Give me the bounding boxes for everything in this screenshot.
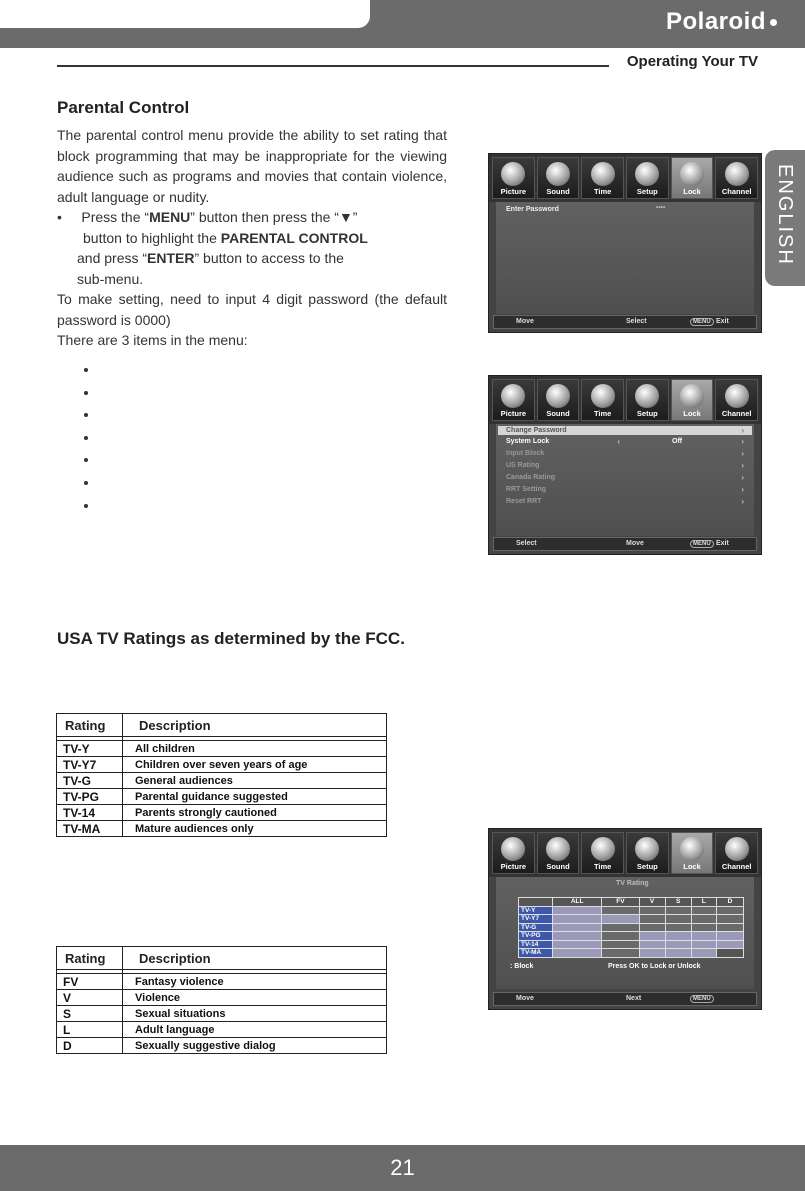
items-paragraph: There are 3 items in the menu: — [57, 332, 248, 348]
channel-tab-icon: Channel — [715, 832, 758, 874]
password-dashes: ---- — [656, 204, 666, 211]
setup-tab-icon: Setup — [626, 157, 669, 199]
intro-paragraph: The parental control menu provide the ability to set rating that block programming that may be inappropriate for the viewing audience such as programs and movies that contain violence, adult language or nudity. — [57, 127, 447, 205]
table-row: TV-MA Mature audiences only — [57, 820, 386, 836]
sound-tab-icon: Sound — [537, 379, 580, 421]
bullet-dot — [84, 481, 88, 485]
page-heading: Parental Control — [57, 98, 190, 117]
ratings-heading: USA TV Ratings as determined by the FCC. — [57, 629, 405, 648]
header-bar — [0, 0, 805, 48]
table-row: TV-Y All children — [57, 740, 386, 756]
system-lock-value: Off — [672, 438, 683, 445]
table-header: Rating Description — [57, 947, 386, 970]
time-tab-icon: Time — [581, 157, 624, 199]
section-title: Operating Your TV — [626, 53, 758, 70]
menu-item: US Rating — [506, 462, 540, 469]
tv-screen-lock-menu — [488, 375, 762, 555]
table-row: L Adult language — [57, 1021, 386, 1037]
table-row: V Violence — [57, 989, 386, 1005]
tv-content — [496, 877, 754, 989]
tv-menu-tabs — [489, 376, 761, 424]
time-tab-icon: Time — [581, 832, 624, 874]
bullet-dot — [84, 391, 88, 395]
page-number: 21 — [390, 1155, 415, 1180]
block-legend: : Block — [510, 963, 534, 970]
bullet-dot — [84, 504, 88, 508]
tv-menu-tabs — [489, 154, 761, 202]
picture-tab-icon: Picture — [492, 379, 535, 421]
picture-tab-icon: Picture — [492, 157, 535, 199]
table-row: TV-PG Parental guidance suggested — [57, 788, 386, 804]
language-tab: ENGLISH — [765, 150, 805, 286]
tv-screen-password — [488, 153, 762, 333]
menu-item: RRT Setting — [506, 486, 547, 493]
body-text — [57, 125, 447, 351]
empty-bullet-list — [84, 368, 88, 526]
grid-hint: Press OK to Lock or Unlock — [608, 963, 701, 970]
tv-menu-tabs — [489, 829, 761, 877]
header-rule — [57, 65, 609, 67]
content-ratings-table — [56, 946, 387, 1054]
bullet-line-1: • Press the “MENU” button then press the “▼” — [57, 209, 358, 225]
tv-content: Change Password › System Lock ‹ Off › Input Block › US Rating › Canada Rating › RRT Setting › Reset RRT › — [496, 424, 754, 536]
lock-tab-icon: Lock — [671, 157, 714, 199]
brand-logo: Polaroid — [666, 8, 777, 36]
tv-footer: Select Move MENU Exit — [493, 537, 757, 551]
header-tab — [0, 0, 370, 28]
table-row: D Sexually suggestive dialog — [57, 1037, 386, 1053]
channel-tab-icon: Channel — [715, 157, 758, 199]
table-row: TV-G General audiences — [57, 772, 386, 788]
setup-tab-icon: Setup — [626, 379, 669, 421]
time-tab-icon: Time — [581, 379, 624, 421]
table-row: S Sexual situations — [57, 1005, 386, 1021]
tv-content — [496, 202, 754, 314]
table-row: FV Fantasy violence — [57, 973, 386, 989]
menu-item: Reset RRT — [506, 498, 542, 505]
bullet-line-3: and press “ENTER” button to access to the — [77, 250, 344, 266]
sound-tab-icon: Sound — [537, 832, 580, 874]
footer-bar — [0, 1145, 805, 1191]
bullet-dot — [84, 413, 88, 417]
picture-tab-icon: Picture — [492, 832, 535, 874]
tv-ratings-table — [56, 713, 387, 837]
table-row: TV-14 Parents strongly cautioned — [57, 804, 386, 820]
password-label: Enter Password — [506, 206, 559, 213]
menu-item: Change Password — [506, 427, 567, 434]
tv-footer: Move Select MENU Exit — [493, 315, 757, 329]
bullet-dot — [84, 368, 88, 372]
bullet-dot — [84, 458, 88, 462]
rating-grid: ALL FV V S L D TV-Y TV-Y7 TV-G TV-PG TV-14 TV-MA — [518, 897, 744, 958]
channel-tab-icon: Channel — [715, 379, 758, 421]
lock-tab-icon: Lock — [671, 379, 714, 421]
bullet-dot — [84, 436, 88, 440]
menu-item: Canada Rating — [506, 474, 556, 481]
menu-item: Input Block — [506, 450, 545, 457]
lock-tab-icon: Lock — [671, 832, 714, 874]
password-paragraph: To make setting, need to input 4 digit password (the default password is 0000) — [57, 291, 447, 328]
menu-item: System Lock — [506, 438, 550, 445]
sound-tab-icon: Sound — [537, 157, 580, 199]
table-row: TV-Y7 Children over seven years of age — [57, 756, 386, 772]
setup-tab-icon: Setup — [626, 832, 669, 874]
bullet-line-4: sub-menu. — [77, 270, 144, 287]
rating-grid-title: TV Rating — [616, 880, 649, 887]
tv-footer: Move Next MENU — [493, 992, 757, 1006]
tv-screen-rating-grid — [488, 828, 762, 1010]
bullet-line-2: button to highlight the PARENTAL CONTROL — [83, 229, 368, 246]
table-header: Rating Description — [57, 714, 386, 737]
